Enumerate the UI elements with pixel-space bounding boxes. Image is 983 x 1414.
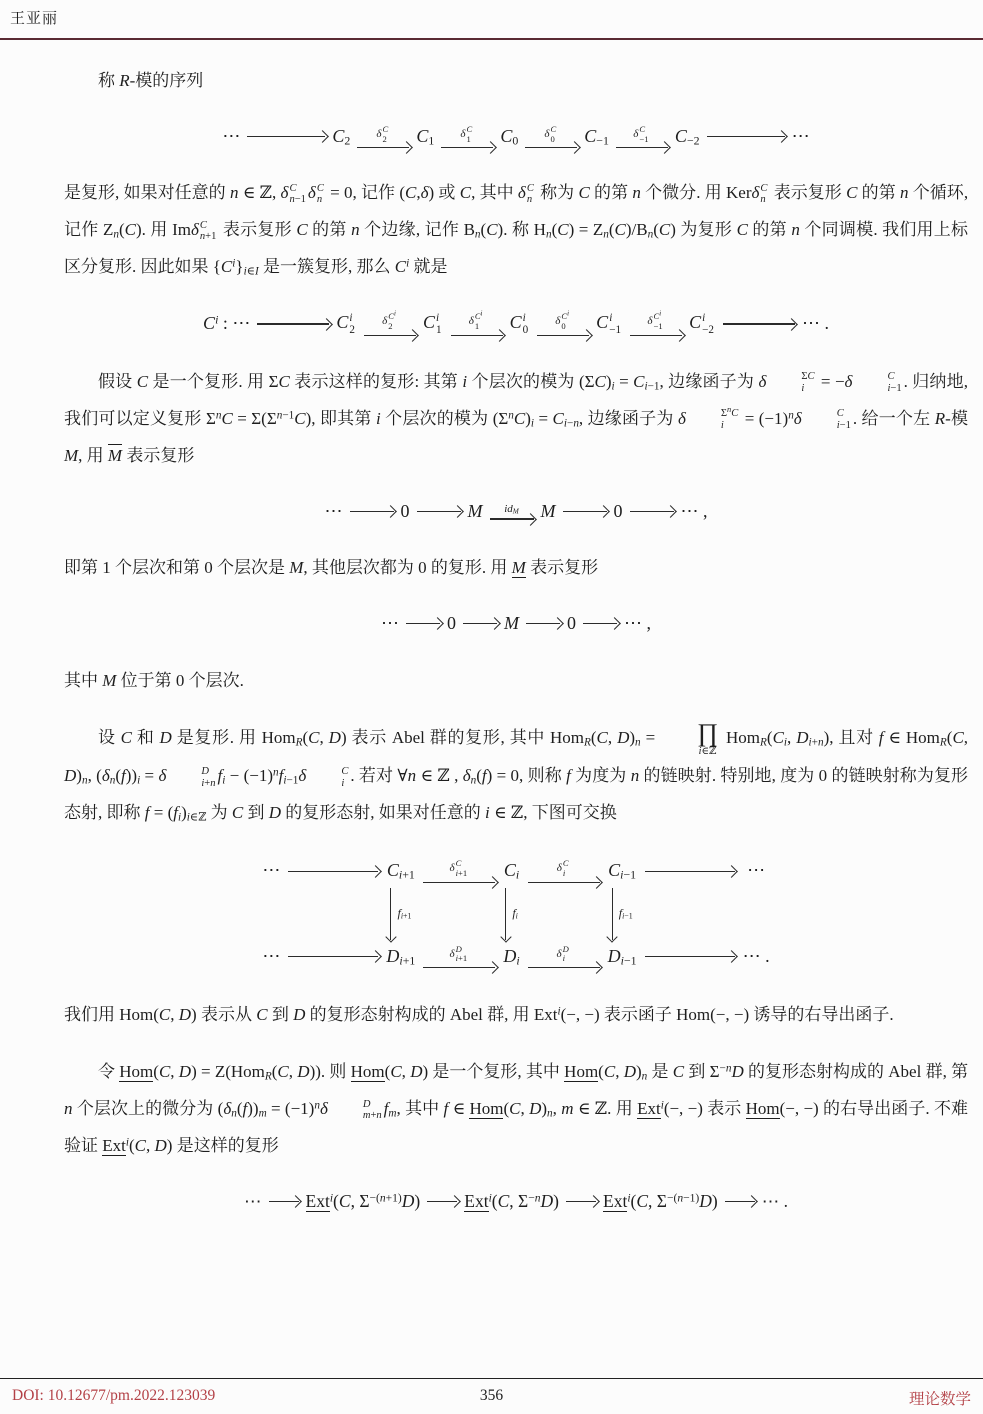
journal-name: 理论数学	[908, 1391, 971, 1408]
labeled-arrow	[616, 125, 668, 148]
paragraph-hom-ext: 我们用 Hom(C, D) 表示从 C 到 D 的复形态射构成的 Abel 群, 用 Ext$^i$(−, −) 表示函子 Hom(−, −) 诱导的右导出函子.	[64, 1005, 894, 1025]
arrow-icon	[288, 956, 378, 957]
paragraph-M-bar-expl: 即第 1 个层次和第 0 个层次是 M, 其他层次都为 0 的复形. 用 M 表示复形	[64, 558, 599, 578]
ellipsis: ⋯ ,	[624, 613, 651, 634]
paragraph-M-position: 其中 M 位于第 0 个层次.	[64, 670, 244, 690]
arrow-icon	[288, 871, 378, 872]
ellipsis: ⋯	[262, 860, 281, 881]
arrow-icon	[630, 335, 682, 336]
zero-node: 0	[613, 500, 623, 521]
arrow-icon	[490, 518, 534, 519]
arrow-icon	[257, 323, 329, 324]
chain-map-label: $f_i$	[512, 906, 518, 921]
differential-label: δ $C^i$ 2	[382, 311, 396, 331]
diagram-M-bar	[64, 500, 968, 523]
arrow-icon	[537, 335, 589, 336]
ellipsis: ⋯ .	[801, 313, 829, 334]
differential-label: δ C i	[556, 858, 569, 879]
complex-name: $C^i$ : ⋯	[203, 312, 251, 334]
ellipsis: ⋯ ,	[680, 500, 708, 521]
labeled-arrow	[423, 945, 495, 968]
complex-node: $C_{i-1}$	[608, 860, 637, 883]
arrow-icon	[269, 1201, 299, 1202]
complex-node: $C_0$	[500, 126, 519, 148]
module-node: M	[540, 500, 556, 521]
commutative-diagram	[262, 859, 769, 968]
ellipsis: ⋯	[222, 126, 241, 146]
ext-node: Ext$^i$(C, $\Sigma^{-(n-1)}D$)	[603, 1191, 718, 1212]
arrow-icon	[441, 147, 493, 148]
down-arrow-icon	[505, 888, 506, 940]
arrow-icon	[423, 882, 495, 883]
arrow-icon	[427, 1201, 457, 1202]
arrow-icon	[563, 511, 607, 512]
running-header-author: 王亚丽	[10, 11, 59, 27]
ellipsis: ⋯	[244, 1191, 262, 1212]
arrow-icon	[247, 136, 325, 137]
complex-node: C i 0	[509, 311, 529, 337]
chain-complex-diagram-C	[64, 125, 968, 148]
arrow-icon	[357, 147, 409, 148]
zero-node: 0	[567, 613, 576, 634]
ext-node: Ext$^i$(C, $\Sigma^{-n}D$)	[464, 1191, 559, 1212]
differential-label: δ $C^i$ 1	[468, 311, 483, 331]
arrow-icon	[725, 1201, 755, 1202]
arrow-icon	[417, 511, 461, 512]
labeled-arrow	[364, 312, 416, 335]
footer-rule	[0, 1378, 983, 1379]
ext-complex-diagram	[64, 1190, 968, 1213]
module-node: M	[467, 500, 483, 521]
differential-label: δ C 0	[544, 124, 557, 144]
arrow-icon	[630, 511, 674, 512]
arrow-icon	[526, 623, 560, 624]
differential-label: δ C −1	[633, 124, 649, 144]
complex-node: $C_i$	[503, 860, 520, 883]
arrow-icon	[463, 623, 497, 624]
differential-label: δ D i	[556, 943, 569, 964]
paragraph-complex-def: 是复形, 如果对任意的 n ∈ ℤ, δ C n−1 δ C n = 0, 记作 (C,δ) 或 C, 其中 δ C n 称为 C 的第 n 个微分. 用 Kerδ C n 表示复形 C 的第 n 个循环, 记作 $Z_n(C)$. 用 Imδ C n+1 表示复形 C 的第 n 个边缘, 记作 $B_n(C)$. 称 $H_n(C) = Z_n(C)/B_n(C)$ 为复形 C 的第 n 个同调模. 我们用上标区分复形. 因此如果 $\{C^i\}_{i\in I}$ 是一簇复形, 那么 $C^i$ 就是	[64, 182, 969, 278]
ellipsis: ⋯	[747, 860, 766, 881]
complex-node: $D_{i+1}$	[386, 945, 416, 968]
down-arrow-icon	[612, 888, 613, 940]
zero-node: 0	[447, 613, 456, 634]
zero-node: 0	[400, 500, 410, 521]
arrow-icon	[423, 967, 495, 968]
footer	[0, 1387, 983, 1411]
chain-map-label: $f_{i+1}$	[397, 906, 412, 921]
labeled-arrow	[490, 503, 534, 519]
arrow-icon	[707, 136, 785, 137]
differential-label: δ D i+1	[449, 943, 468, 964]
arrow-icon	[350, 511, 394, 512]
labeled-arrow	[528, 945, 600, 968]
labeled-arrow	[451, 312, 503, 335]
ellipsis: ⋯	[262, 945, 281, 966]
arrow-icon	[645, 956, 735, 957]
paragraph-shift-functor: 假设 C 是一个复形. 用 ΣC 表示这样的复形: 其第 i 个层次的模为 $(\Sigma C)_i = C_{i-1}$, 边缘函子为 δ ΣC i = −δ C i−1 . 归纳地, 我们可以定义复形 $\Sigma^nC = \Sigma(\Sigma^{n-1}C)$, 即其第 i 个层次的模为 $(\Sigma^nC)_i = C_{i-n}$, 边缘函子为 δ $\Sigma^nC$ i = $(-1)^n\delta$ C i−1 . 给一个左 R-模 M, 用 M 表示复形	[64, 371, 969, 465]
paragraph-intro: 称 R-模的序列	[98, 71, 204, 90]
ellipsis: ⋯	[791, 126, 810, 146]
ext-node: Ext$^i$(C, $\Sigma^{-(n+1)}D$)	[305, 1191, 421, 1212]
page-number: 356	[479, 1387, 504, 1404]
arrow-icon	[528, 967, 600, 968]
ellipsis: ⋯ .	[742, 945, 770, 966]
complex-node: $C_{i+1}$	[386, 860, 415, 883]
paragraph-underline-hom: 令 Hom(C, D) = Z(Hom$_R$(C, D)). 则 Hom(C, D) 是一个复形, 其中 Hom(C, $D)_n$ 是 C 到 $\Sigma^{-n}D$ 的复形态射构成的 Abel 群, 第 n 个层次上的微分为 $(\delta_n(f))_m = (-1)^n\delta$ D m+n $f_m$, 其中 f ∈ Hom(C, $D)_n$, m ∈ ℤ. 用 Ext$^i$(−, −) 表示 Hom(−, −) 的右导出函子. 不难验证 Ext$^i$(C, D) 是这样的复形	[64, 1062, 969, 1156]
header-rule	[0, 38, 983, 40]
complex-node: $D_i$	[503, 945, 520, 968]
arrow-icon	[583, 623, 617, 624]
identity-map-label: $id_M$	[504, 503, 519, 516]
down-arrow-icon	[390, 888, 391, 940]
vertical-map	[505, 888, 518, 940]
labeled-arrow	[537, 312, 589, 335]
vertical-map	[612, 888, 633, 940]
paragraph-hom-complex: 设 C 和 D 是复形. 用 Hom$_R$(C, D) 表示 Abel 群的复形, 其中 Hom$_R$(C, $D)_n$ = ∏ i∈ℤ $Hom_R(C_i$, $D_{i+n}$), 且对 f ∈ Hom$_R$(C, $D)_n$, $(\delta_n(f))_i = \delta$ D i+n $f_i - (-1)^nf_{i-1}\delta$ C i . 若对 ∀n ∈ ℤ , $\delta_n(f) = 0$, 则称 f 为度为 n 的链映射. 特别地, 度为 0 的链映射称为复形态射, 即称 $f = (f_i)_{i\in ℤ}$ 为 C 到 D 的复形态射, 如果对任意的 i ∈ ℤ, 下图可交换	[64, 717, 969, 824]
arrow-icon	[723, 323, 795, 324]
labeled-arrow	[630, 312, 682, 335]
arrow-icon	[525, 147, 577, 148]
arrow-icon	[616, 147, 668, 148]
module-node: M	[504, 613, 519, 634]
labeled-arrow	[528, 859, 600, 882]
arrow-icon	[406, 623, 440, 624]
diagram-M-underline	[64, 612, 968, 635]
differential-label: δ $C^i$ 0	[555, 311, 570, 331]
ellipsis: ⋯	[381, 613, 399, 634]
differential-label: δ C 2	[376, 124, 389, 144]
arrow-icon	[645, 871, 735, 872]
ellipsis: ⋯	[324, 500, 343, 521]
complex-node: C i 1	[422, 311, 442, 337]
complex-node: $C_{-1}$	[584, 126, 609, 148]
chain-map-label: $f_{i-1}$	[618, 906, 633, 921]
complex-node: $D_{i-1}$	[607, 945, 637, 968]
labeled-arrow	[525, 125, 577, 148]
complex-node: $C_{-2}$	[674, 126, 700, 148]
complex-node: C i −2	[689, 311, 714, 337]
labeled-arrow	[441, 125, 493, 148]
arrow-icon	[566, 1201, 596, 1202]
vertical-map	[390, 888, 411, 940]
ellipsis: ⋯ .	[761, 1191, 788, 1212]
labeled-arrow	[357, 125, 409, 148]
labeled-arrow	[423, 859, 495, 882]
arrow-icon	[451, 335, 503, 336]
complex-node: C i −1	[596, 311, 622, 337]
differential-label: δ C i+1	[449, 858, 468, 879]
arrow-icon	[364, 335, 416, 336]
complex-node: C i 2	[336, 311, 355, 337]
differential-label: δ $C^i$ −1	[647, 311, 663, 331]
doi-link[interactable]: DOI: 10.12677/pm.2022.123039	[12, 1387, 216, 1404]
page-body	[64, 62, 968, 1239]
differential-label: δ C 1	[460, 124, 473, 144]
arrow-icon	[528, 882, 600, 883]
complex-node: $C_1$	[416, 126, 435, 148]
complex-node: $C_2$	[332, 126, 351, 148]
chain-complex-diagram-Ci	[64, 311, 968, 336]
